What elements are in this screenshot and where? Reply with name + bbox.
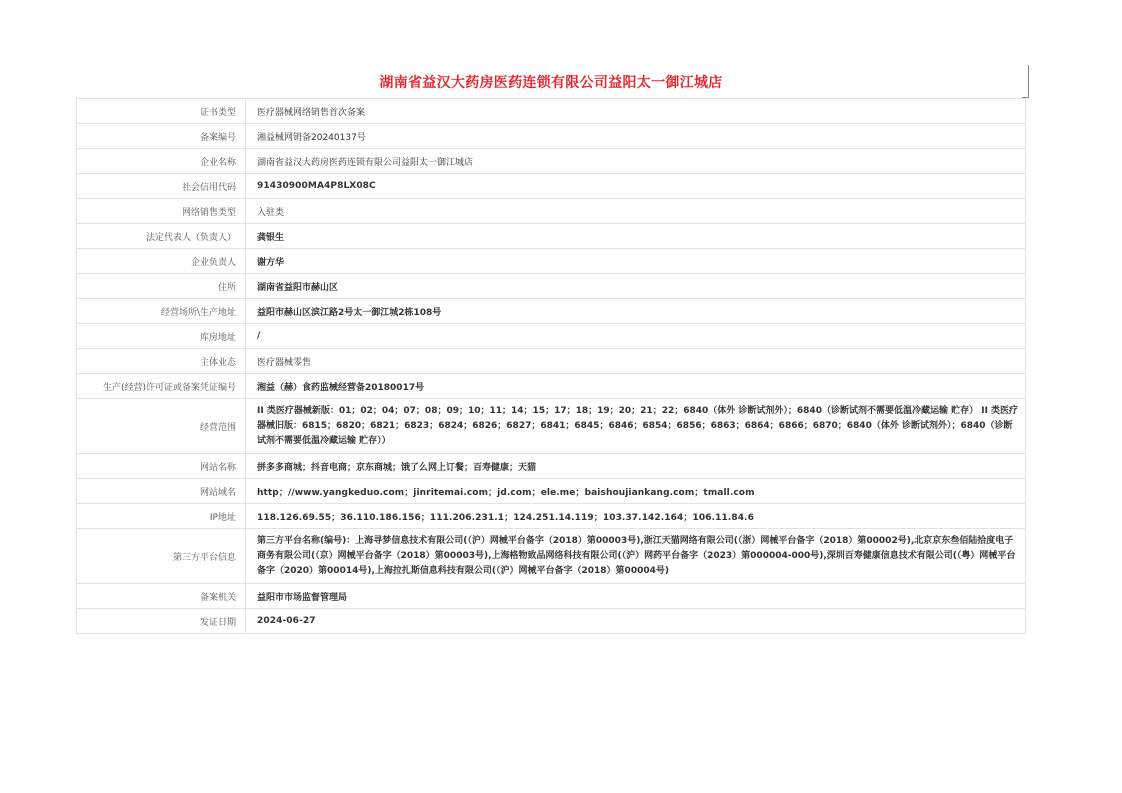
row-value-issue-date: 2024-06-27: [246, 609, 1026, 634]
row-value-authority: 益阳市市场监督管理局: [246, 584, 1026, 609]
table-row: [77, 199, 1026, 224]
row-label-issue-date: 发证日期: [77, 609, 246, 634]
row-value-record-no: 湘益械网销备20240137号: [246, 124, 1026, 149]
row-label-website-name: 网站名称: [77, 454, 246, 479]
row-label-sales-type: 网络销售类型: [77, 199, 246, 224]
row-value-domain: http；//www.yangkeduo.com；jinritemai.com；jd.com；ele.me；baishoujiankang.com；tmall.com: [246, 479, 1026, 504]
table-row: [77, 529, 1026, 584]
row-label-authority: 备案机关: [77, 584, 246, 609]
row-value-business-form: 医疗器械零售: [246, 349, 1026, 374]
row-label-platform-info: 第三方平台信息: [77, 529, 246, 584]
table-row: [77, 504, 1026, 529]
row-value-legal-rep: 龚银生: [246, 224, 1026, 249]
row-value-platform-info: 第三方平台名称(编号)：上海寻梦信息技术有限公司(（沪）网械平台备字（2018）第00003号),浙江天猫网络有限公司(（浙）网械平台备字（2018）第00002号),北京京东叁佰陆拾度电子商务有限公司(（京）网械平台备字（2018）第00003号),上海格物致品网络科技有限公司(（沪）网药平台备字（2023）第000004-000号),深圳百寿健康信息技术有限公司(（粤）网械平台备字（2020）第00014号),上海拉扎斯信息科技有限公司(（沪）网械平台备字（2018）第00004号): [246, 529, 1026, 584]
table-row: [77, 479, 1026, 504]
record-table: [76, 98, 1026, 634]
table-row: [77, 609, 1026, 634]
row-value-website-name: 拼多多商城；抖音电商；京东商城；饿了么网上订餐；百寿健康；天猫: [246, 454, 1026, 479]
table-row: [77, 174, 1026, 199]
row-value-sales-type: 入驻类: [246, 199, 1026, 224]
table-row: [77, 584, 1026, 609]
row-value-credit-code: 91430900MA4P8LX08C: [246, 174, 1026, 199]
scrollbar-corner: [1022, 65, 1029, 98]
table-row: [77, 224, 1026, 249]
row-value-license-no: 湘益（赫）食药监械经营备20180017号: [246, 374, 1026, 399]
row-label-cert-type: 证书类型: [77, 99, 246, 124]
table-row: [77, 454, 1026, 479]
table-row: [77, 299, 1026, 324]
row-label-credit-code: 社会信用代码: [77, 174, 246, 199]
row-label-domain: 网站域名: [77, 479, 246, 504]
table-row: [77, 349, 1026, 374]
row-label-manager: 企业负责人: [77, 249, 246, 274]
row-value-business-address: 益阳市赫山区滨江路2号太一御江城2栋108号: [246, 299, 1026, 324]
row-label-business-form: 主体业态: [77, 349, 246, 374]
table-row: [77, 399, 1026, 454]
table-row: [77, 149, 1026, 174]
row-value-cert-type: 医疗器械网络销售首次备案: [246, 99, 1026, 124]
row-label-business-address: 经营场所\生产地址: [77, 299, 246, 324]
table-row: [77, 249, 1026, 274]
row-label-warehouse: 库房地址: [77, 324, 246, 349]
table-row: [77, 374, 1026, 399]
row-label-record-no: 备案编号: [77, 124, 246, 149]
page-title: 湖南省益汉大药房医药连锁有限公司益阳太一御江城店: [379, 75, 723, 91]
row-value-manager: 谢方华: [246, 249, 1026, 274]
table-row: [77, 124, 1026, 149]
row-label-company-name: 企业名称: [77, 149, 246, 174]
row-value-company-name: 湖南省益汉大药房医药连锁有限公司益阳太一御江城店: [246, 149, 1026, 174]
row-value-ip: 118.126.69.55；36.110.186.156；111.206.231.1；124.251.14.119；103.37.142.164；106.11.84.6: [246, 504, 1026, 529]
table-row: [77, 274, 1026, 299]
row-label-ip: IP地址: [77, 504, 246, 529]
table-row: [77, 324, 1026, 349]
row-label-license-no: 生产(经营)许可证或备案凭证编号: [77, 374, 246, 399]
row-label-legal-rep: 法定代表人（负责人）: [77, 224, 246, 249]
table-row: [77, 99, 1026, 124]
row-value-business-scope: II 类医疗器械新版：01；02；04；07；08；09；10；11；14；15；17；18；19；20；21；22；6840（体外 诊断试剂外）；6840（诊断试剂不需要低温冷藏运输 贮存） II 类医疗器械旧版：6815；6820；6821；6823；6824；6826；6827；6841；6845；6846；6854；6856；6863；6864；6866；6870；6840（体外 诊断试剂外）；6840（诊断试剂不需要低温冷藏运输 贮存））: [246, 399, 1026, 454]
row-value-warehouse: /: [246, 324, 1026, 349]
row-value-residence: 湖南省益阳市赫山区: [246, 274, 1026, 299]
row-label-business-scope: 经营范围: [77, 399, 246, 454]
row-label-residence: 住所: [77, 274, 246, 299]
